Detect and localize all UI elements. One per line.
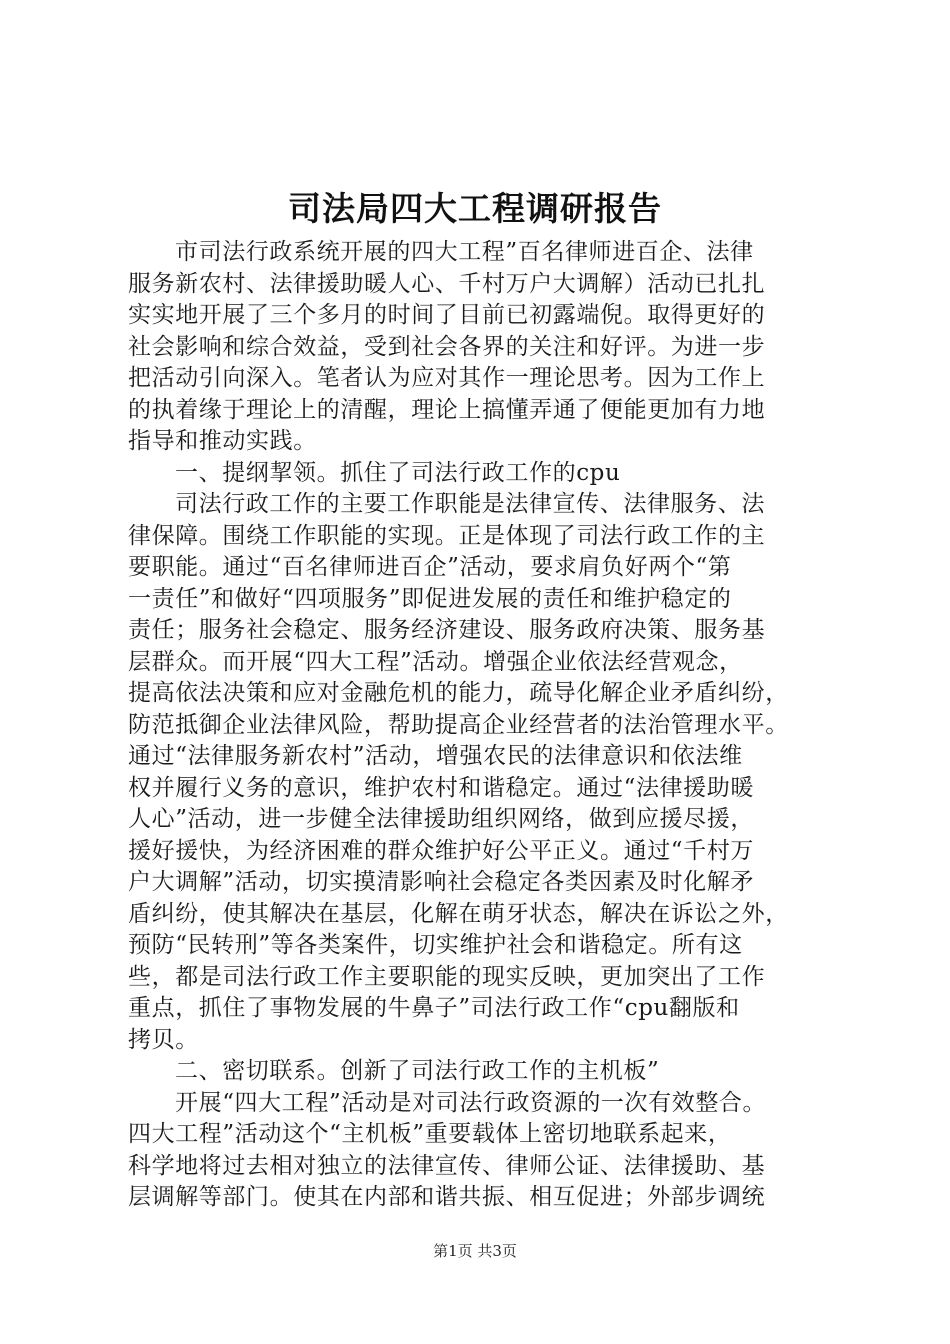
paragraph-line: 市司法行政系统开展的四大工程”百名律师进百企、法律 [175,239,754,265]
paragraph-line: 防范抵御企业法律风险，帮助提高企业经营者的法治管理水平。 [128,711,789,738]
section-heading: 二、密切联系。创新了司法行政工作的主机板” [175,1058,660,1084]
paragraph-line: 盾纠纷，使其解决在基层，化解在萌牙状态，解决在诉讼之外， [128,900,789,927]
paragraph-line: 把活动引向深入。笔者认为应对其作一理论思考。因为工作上 [128,365,766,391]
paragraph-line: 拷贝。 [128,1026,199,1053]
paragraph-line: 四大工程”活动这个“主机板”重要载体上密切地联系起来， [128,1121,732,1147]
paragraph-line: 人心”活动，进一步健全法律援助组织网络，做到应援尽援， [128,806,754,832]
paragraph-line: 重点，抓住了事物发展的牛鼻子”司法行政工作“cpu翻版和 [128,995,740,1021]
paragraph-line: 提高依法决策和应对金融危机的能力，疏导化解企业矛盾纠纷， [128,680,789,706]
paragraph-line: 些，都是司法行政工作主要职能的现实反映，更加突出了工作 [128,963,766,990]
document-body [128,237,832,1214]
paragraph-line: 户大调解”活动，切实摸清影响社会稳定各类因素及时化解矛 [128,869,754,895]
paragraph-line: 层调解等部门。使其在内部和谐共振、相互促进；外部步调统 [128,1184,766,1210]
document-title: 司法局四大工程调研报告 [288,189,662,228]
paragraph-line: 责任；服务社会稳定、服务经济建设、服务政府决策、服务基 [128,617,766,643]
paragraph-line: 司法行政工作的主要工作职能是法律宣传、法律服务、法 [175,491,765,517]
paragraph-line: 社会影响和综合效益，受到社会各界的关注和好评。为进一步 [128,333,766,360]
paragraph-line: 通过“法律服务新农村”活动，增强农民的法律意识和依法维 [128,743,743,769]
section-heading: 一、提纲挈领。抓住了司法行政工作的cpu [175,459,621,486]
paragraph-line: 指导和推动实践。 [128,428,317,454]
paragraph-line: 的执着缘于理论上的清醒，理论上搞懂弄通了便能更加有力地 [128,396,766,423]
paragraph-line: 预防“民转刑”等各类案件，切实维护社会和谐稳定。所有这 [128,932,743,958]
paragraph-line: 要职能。通过“百名律师进百企”活动，要求肩负好两个“第 [128,554,732,580]
paragraph-line: 实实地开展了三个多月的时间了目前已初露端倪。取得更好的 [128,302,766,328]
paragraph-line: 援好援快，为经济困难的群众维护好公平正义。通过“千村万 [128,837,754,864]
page-number-footer: 第1页 共3页 [433,1242,517,1260]
paragraph-line: 律保障。围绕工作职能的实现。正是体现了司法行政工作的主 [128,522,766,549]
paragraph-line: 服务新农村、法律援助暖人心、千村万户大调解）活动已扎扎 [128,270,766,297]
paragraph-line: 层群众。而开展“四大工程”活动。增强企业依法经营观念， [128,648,743,675]
paragraph-line: 一责任”和做好“四项服务”即促进发展的责任和维护稳定的 [128,585,732,612]
paragraph-line: 权并履行义务的意识，维护农村和谐稳定。通过“法律援助暖 [128,774,754,801]
paragraph-line: 开展“四大工程”活动是对司法行政资源的一次有效整合。 [175,1089,767,1116]
paragraph-line: 科学地将过去相对独立的法律宣传、律师公证、法律援助、基 [128,1152,766,1179]
